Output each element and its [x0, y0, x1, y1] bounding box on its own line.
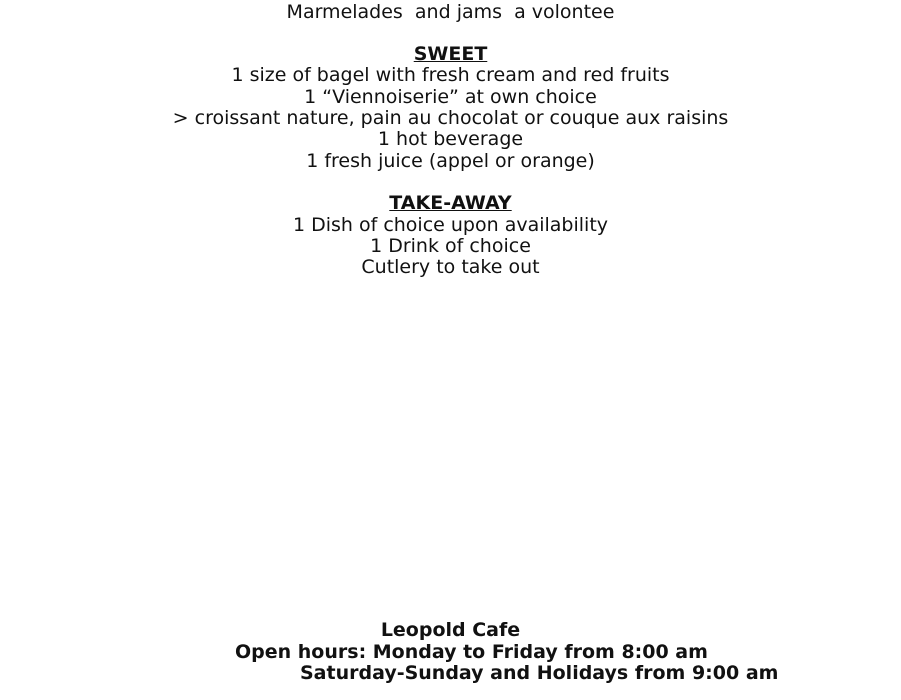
takeaway-item: 1 Drink of choice — [370, 235, 531, 257]
weekend-hours: Saturday-Sunday and Holidays from 9:00 am — [300, 662, 779, 684]
sweet-item: 1 size of bagel with fresh cream and red fruits — [231, 64, 670, 86]
takeaway-item: Cutlery to take out — [361, 256, 540, 278]
takeaway-heading: TAKE-AWAY — [389, 192, 512, 214]
sweet-item: > croissant nature, pain au chocolat or couque aux raisins — [172, 107, 729, 129]
cafe-name: Leopold Cafe — [380, 619, 521, 641]
sweet-heading: SWEET — [413, 43, 488, 65]
weekday-hours: Open hours: Monday to Friday from 8:00 am — [235, 641, 708, 663]
intro-line: Marmelades and jams a volontee — [286, 1, 615, 23]
takeaway-item: 1 Dish of choice upon availability — [292, 214, 609, 236]
sweet-item: 1 hot beverage — [377, 128, 524, 150]
sweet-item: 1 “Viennoiserie” at own choice — [304, 86, 597, 108]
sweet-item: 1 fresh juice (appel or orange) — [306, 150, 595, 172]
